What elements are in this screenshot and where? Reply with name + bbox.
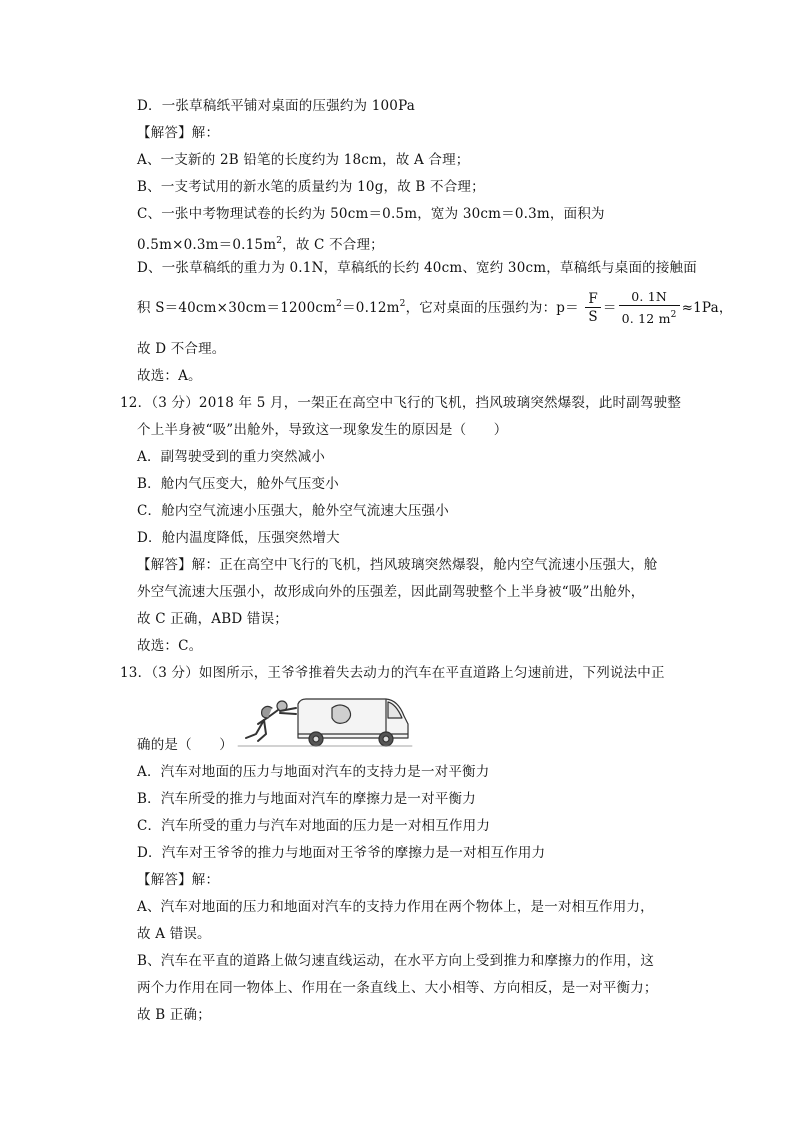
answer-line: A、一支新的 2B 铅笔的长度约为 18cm，故 A 合理； — [137, 152, 470, 168]
numerator: 0. 1N — [619, 289, 680, 306]
answer-line: 故 C 正确，ABD 错误； — [137, 611, 288, 627]
answer-heading: 【解答】解： — [137, 125, 220, 141]
answer-line: 两个力作用在同一物体上、作用在一条直线上、大小相等、方向相反，是一对平衡力； — [137, 980, 658, 996]
answer-line: 故 D 不合理。 — [137, 341, 226, 357]
answer-line: D、一张草稿纸的重力为 0.1N，草稿纸的长约 40cm、宽约 30cm，草稿纸与桌面的接触面 — [137, 260, 697, 276]
text-run: ，它对桌面的压强约为：p＝ — [405, 300, 579, 316]
question-13-option-c: C．汽车所受的重力与汽车对地面的压力是一对相互作用力 — [137, 818, 491, 834]
answer-line: 故 B 正确； — [137, 1007, 211, 1023]
fraction-values — [619, 289, 680, 328]
text-run: ≈1Pa， — [681, 300, 733, 316]
text-run: 积 S＝40cm×30cm＝1200cm — [137, 300, 337, 316]
superscript: 2 — [276, 236, 283, 246]
fraction-f-over-s — [585, 291, 601, 326]
denominator: S — [588, 309, 598, 325]
answer-line: A、汽车对地面的压力和地面对汽车的支持力作用在两个物体上，是一对相互作用力， — [137, 899, 654, 915]
text-run: ，故 C 不合理； — [282, 237, 384, 253]
superscript: 2 — [336, 299, 343, 309]
text-run: ＝0.12m — [342, 300, 400, 316]
answer-heading: 【解答】解： — [137, 872, 220, 888]
question-13-stem: 确的是（ ） — [137, 737, 233, 753]
answer-line: C、一张中考物理试卷的长约为 50cm＝0.5m，宽为 30cm＝0.3m，面积为 — [137, 206, 605, 222]
denominator — [619, 306, 680, 328]
question-12-stem: 个上半身被“吸”出舱外，导致这一现象发生的原因是（ ） — [137, 422, 508, 438]
question-12-stem: 12．（3 分）2018 年 5 月，一架正在高空中飞行的飞机，挡风玻璃突然爆裂，此时副驾驶整 — [120, 395, 682, 411]
answer-line: B、汽车在平直的道路上做匀速直线运动，在水平方向上受到推力和摩擦力的作用，这 — [137, 953, 655, 969]
superscript: 2 — [670, 310, 677, 320]
answer-line: 外空气流速大压强小，故形成向外的压强差，因此副驾驶整个上半身被“吸”出舱外， — [137, 584, 645, 600]
question-13-option-a: A．汽车对地面的压力与地面对汽车的支持力是一对平衡力 — [137, 764, 490, 780]
answer-line — [137, 232, 384, 254]
option-d-prev: D．一张草稿纸平铺对桌面的压强约为 100Pa — [137, 98, 416, 114]
question-12-option-d: D．舱内温度降低，压强突然增大 — [137, 530, 340, 546]
question-13-option-b: B．汽车所受的推力与地面对汽车的摩擦力是一对平衡力 — [137, 791, 476, 807]
question-12-option-b: B．舱内气压变大，舱外气压变小 — [137, 476, 339, 492]
text-run: 0.5m×0.3m＝0.15m — [137, 237, 277, 253]
answer-line: B、一支考试用的新水笔的质量约为 10g，故 B 不合理； — [137, 179, 485, 195]
answer-choice: 故选：A。 — [137, 368, 202, 384]
pressure-formula-line — [137, 287, 733, 328]
question-12-option-a: A．副驾驶受到的重力突然减小 — [137, 449, 326, 465]
question-12-option-c: C．舱内空气流速小压强大，舱外空气流速大压强小 — [137, 503, 449, 519]
answer-choice: 故选：C。 — [137, 638, 203, 654]
equals-sign: ＝ — [602, 300, 617, 316]
question-13-stem: 13．（3 分）如图所示，王爷爷推着失去动力的汽车在平直道路上匀速前进，下列说法中正 — [120, 665, 665, 681]
answer-line: 【解答】解：正在高空中飞行的飞机，挡风玻璃突然爆裂，舱内空气流速小压强大，舱 — [137, 557, 658, 573]
question-13-option-d: D．汽车对王爷爷的推力与地面对王爷爷的摩擦力是一对相互作用力 — [137, 845, 546, 861]
answer-line: 故 A 错误。 — [137, 926, 211, 942]
text-run: 0. 12 m — [621, 311, 671, 326]
man-pushing-car-illustration — [236, 694, 414, 750]
superscript: 2 — [399, 299, 406, 309]
numerator: F — [585, 291, 601, 308]
